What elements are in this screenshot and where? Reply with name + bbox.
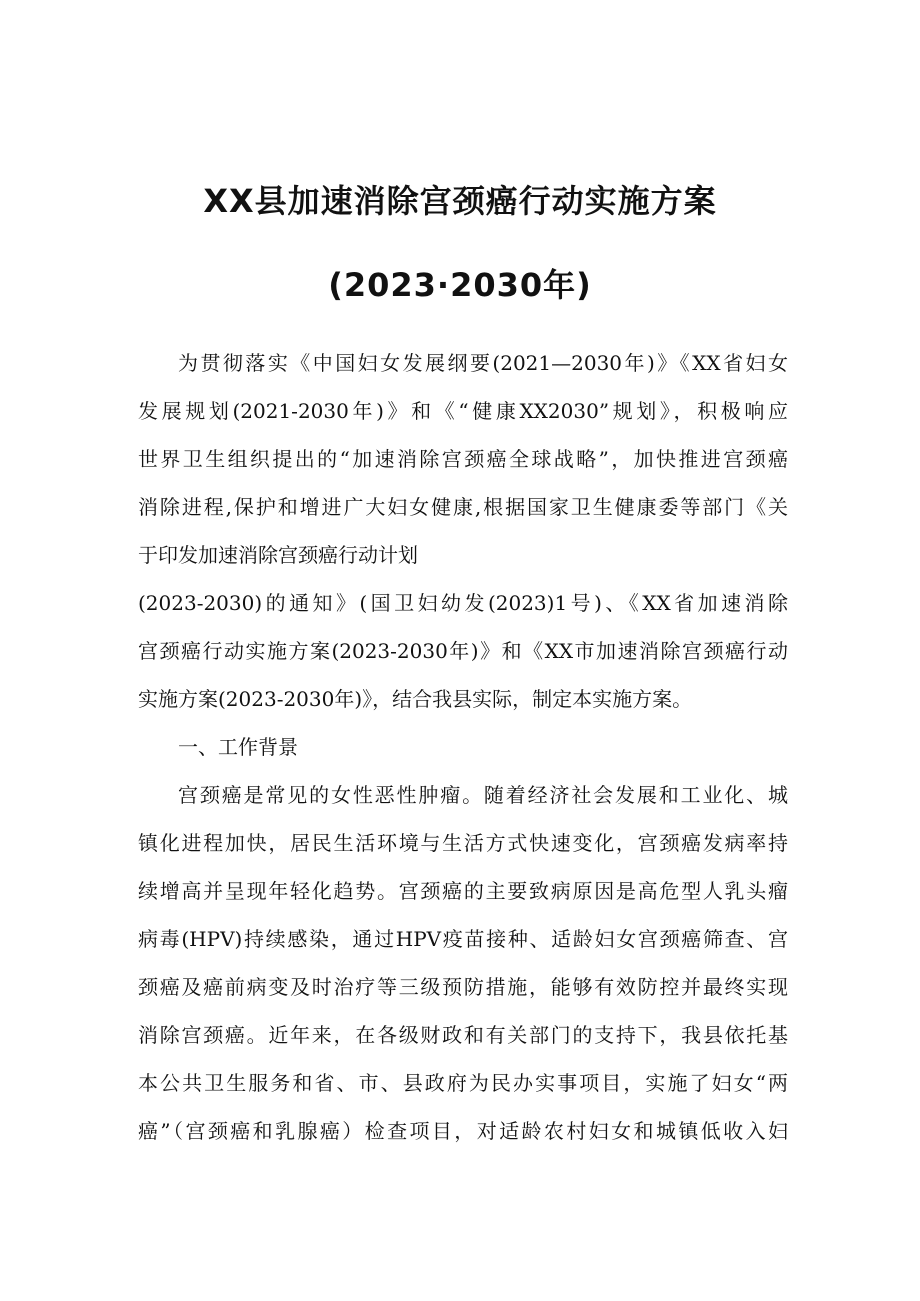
intro-line: 消除进程,保护和增进广大妇女健康,根据国家卫生健康委等部门《关 xyxy=(138,495,788,519)
body-line: 续增高并呈现年轻化趋势。宫颈癌的主要致病原因是高危型人乳头瘤 xyxy=(138,879,788,903)
body-line: 宫颈癌是常见的女性恶性肿瘤。随着经济社会发展和工业化、城 xyxy=(178,783,788,807)
intro-line: 为贯彻落实《中国妇女发展纲要(2021—2030年)》《XX省妇女 xyxy=(178,351,788,375)
document-subtitle: (2023·2030年) xyxy=(328,266,592,304)
intro-line: 实施方案(2023-2030年)》，结合我县实际，制定本实施方案。 xyxy=(138,687,693,711)
intro-line: 于印发加速消除宫颈癌行动计划 xyxy=(138,543,418,567)
body-line: 消除宫颈癌。近年来，在各级财政和有关部门的支持下，我县依托基 xyxy=(138,1023,788,1047)
intro-line: 宫颈癌行动实施方案(2023-2030年)》和《XX市加速消除宫颈癌行动 xyxy=(138,639,788,663)
body-line: 癌”（宫颈癌和乳腺癌）检查项目，对适龄农村妇女和城镇低收入妇 xyxy=(138,1119,788,1143)
body-line: 颈癌及癌前病变及时治疗等三级预防措施，能够有效防控并最终实现 xyxy=(138,975,788,999)
body-line: 本公共卫生服务和省、市、县政府为民办实事项目，实施了妇女“两 xyxy=(138,1071,788,1095)
intro-line: 世界卫生组织提出的“加速消除宫颈癌全球战略”，加快推进宫颈癌 xyxy=(138,447,788,471)
document-title: XX县加速消除宫颈癌行动实施方案 xyxy=(203,182,717,220)
body-line: 病毒(HPV)持续感染，通过HPV疫苗接种、适龄妇女宫颈癌筛查、宫 xyxy=(138,927,788,951)
body-line: 镇化进程加快，居民生活环境与生活方式快速变化，宫颈癌发病率持 xyxy=(138,831,788,855)
intro-line: (2023-2030)的通知》(国卫妇幼发(2023)1号)、《XX省加速消除 xyxy=(138,591,788,615)
intro-line: 发展规划(2021-2030年)》和《“健康XX2030”规划》，积极响应 xyxy=(138,399,788,423)
section-heading: 一、工作背景 xyxy=(178,735,298,759)
